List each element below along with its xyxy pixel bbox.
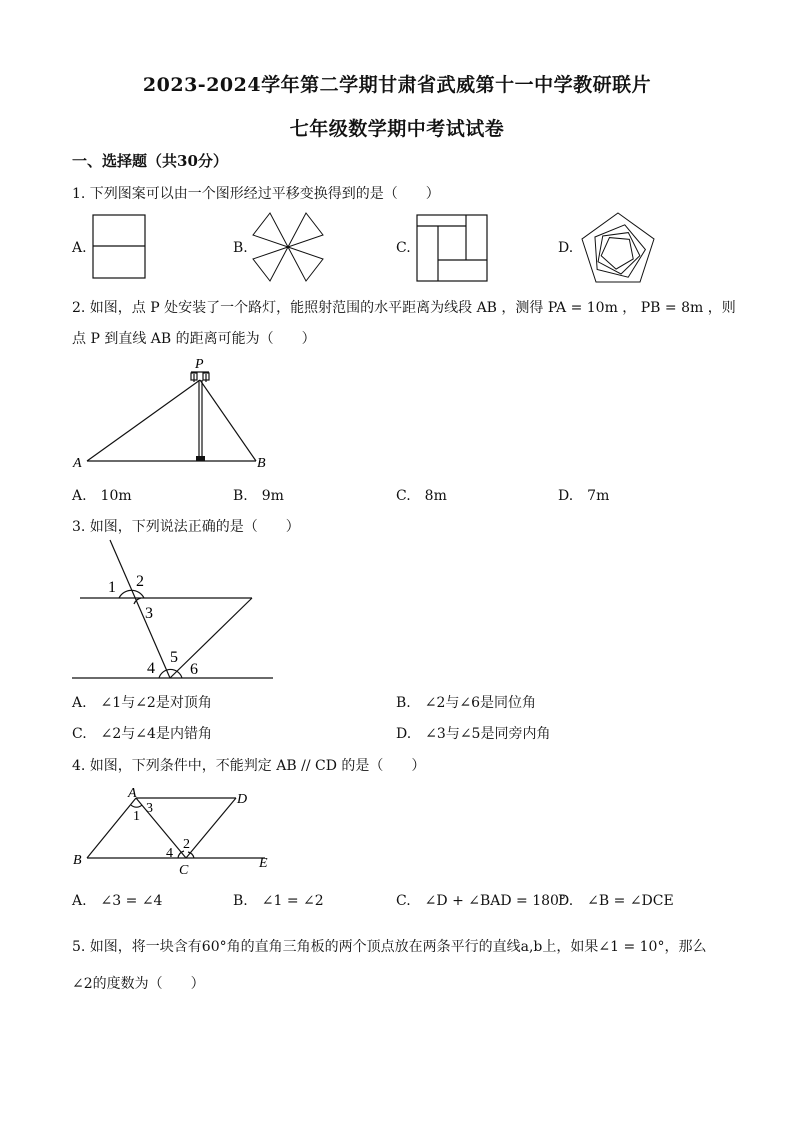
q5-stem-line1: 5. 如图，将一块含有60°角的直角三角板的两个顶点放在两条平行的直线a,b上，如果∠1 = 10°，那么 <box>72 939 707 955</box>
section-heading-choice: 一、选择题（共30分） <box>72 152 228 170</box>
q1-figure-b-bowtie <box>252 212 324 284</box>
q2-option-b: B. 9m <box>233 488 284 504</box>
q3-transversal-figure <box>70 538 280 683</box>
q2-label-p: P <box>195 357 204 372</box>
q4-label-c: C <box>179 863 189 878</box>
q1-stem: 1. 下列图案可以由一个图形经过平移变换得到的是（ ） <box>72 186 440 202</box>
q3-option-b: B. ∠2与∠6是同位角 <box>396 695 537 711</box>
q4-label-d: D <box>237 792 248 807</box>
q4-angle-label-2: 2 <box>183 837 190 852</box>
q3-option-a: A. ∠1与∠2是对顶角 <box>72 695 212 711</box>
q3-option-c: C. ∠2与∠4是内错角 <box>72 726 212 742</box>
q2-option-c: C. 8m <box>396 488 447 504</box>
q5-stem-line2: ∠2的度数为（ ） <box>72 976 205 992</box>
q3-angle-label-5: 5 <box>170 649 178 666</box>
q4-label-b: B <box>73 853 82 868</box>
q4-angle-label-3: 3 <box>146 801 153 816</box>
q2-option-a: A. 10m <box>72 488 132 504</box>
q2-label-a: A <box>73 456 82 471</box>
q4-angle-label-4: 4 <box>166 846 173 861</box>
q2-stem-line2: 点 P 到直线 AB 的距离可能为（ ） <box>72 331 316 347</box>
q4-option-b: B. ∠1 = ∠2 <box>233 893 324 909</box>
q2-streetlight-figure <box>70 356 280 471</box>
q4-label-e: E <box>259 856 268 871</box>
exam-title-line1: 2023-2024学年第二学期甘肃省武威第十一中学教研联片 <box>142 74 652 96</box>
q4-option-c: C. ∠D + ∠BAD = 180° <box>396 893 566 909</box>
q4-parallelogram-figure <box>70 782 285 880</box>
q2-stem-line1: 2. 如图，点 P 处安装了一个路灯，能照射范围的水平距离为线段 AB ，测得 PA = 10m ， PB = 8m ，则 <box>72 300 736 316</box>
q1-figure-a-rectangle <box>92 214 146 280</box>
q3-angle-label-4: 4 <box>147 660 155 677</box>
q3-angle-label-1: 1 <box>108 579 116 596</box>
q3-angle-label-6: 6 <box>190 661 198 678</box>
q2-option-d: D. 7m <box>558 488 610 504</box>
q3-angle-label-2: 2 <box>136 573 144 590</box>
q3-stem: 3. 如图，下列说法正确的是（ ） <box>72 519 300 535</box>
q4-option-d: D. ∠B = ∠DCE <box>558 893 674 909</box>
q3-angle-label-3: 3 <box>145 605 153 622</box>
q3-option-d: D. ∠3与∠5是同旁内角 <box>396 726 551 742</box>
q1-figure-d-nested-pentagons <box>580 212 656 284</box>
q1-figure-c-rotated-rectangles <box>416 214 488 282</box>
q4-stem: 4. 如图，下列条件中，不能判定 AB // CD 的是（ ） <box>72 758 426 774</box>
q4-option-a: A. ∠3 = ∠4 <box>72 893 163 909</box>
q1-option-c-label: C. <box>396 240 411 256</box>
q2-label-b: B <box>257 456 266 471</box>
q4-label-a: A <box>128 786 137 801</box>
q1-option-a-label: A. <box>72 240 87 256</box>
q1-option-b-label: B. <box>233 240 248 256</box>
q4-angle-label-1: 1 <box>133 809 140 824</box>
exam-title-line2: 七年级数学期中考试试卷 <box>289 118 505 140</box>
q1-option-d-label: D. <box>558 240 574 256</box>
